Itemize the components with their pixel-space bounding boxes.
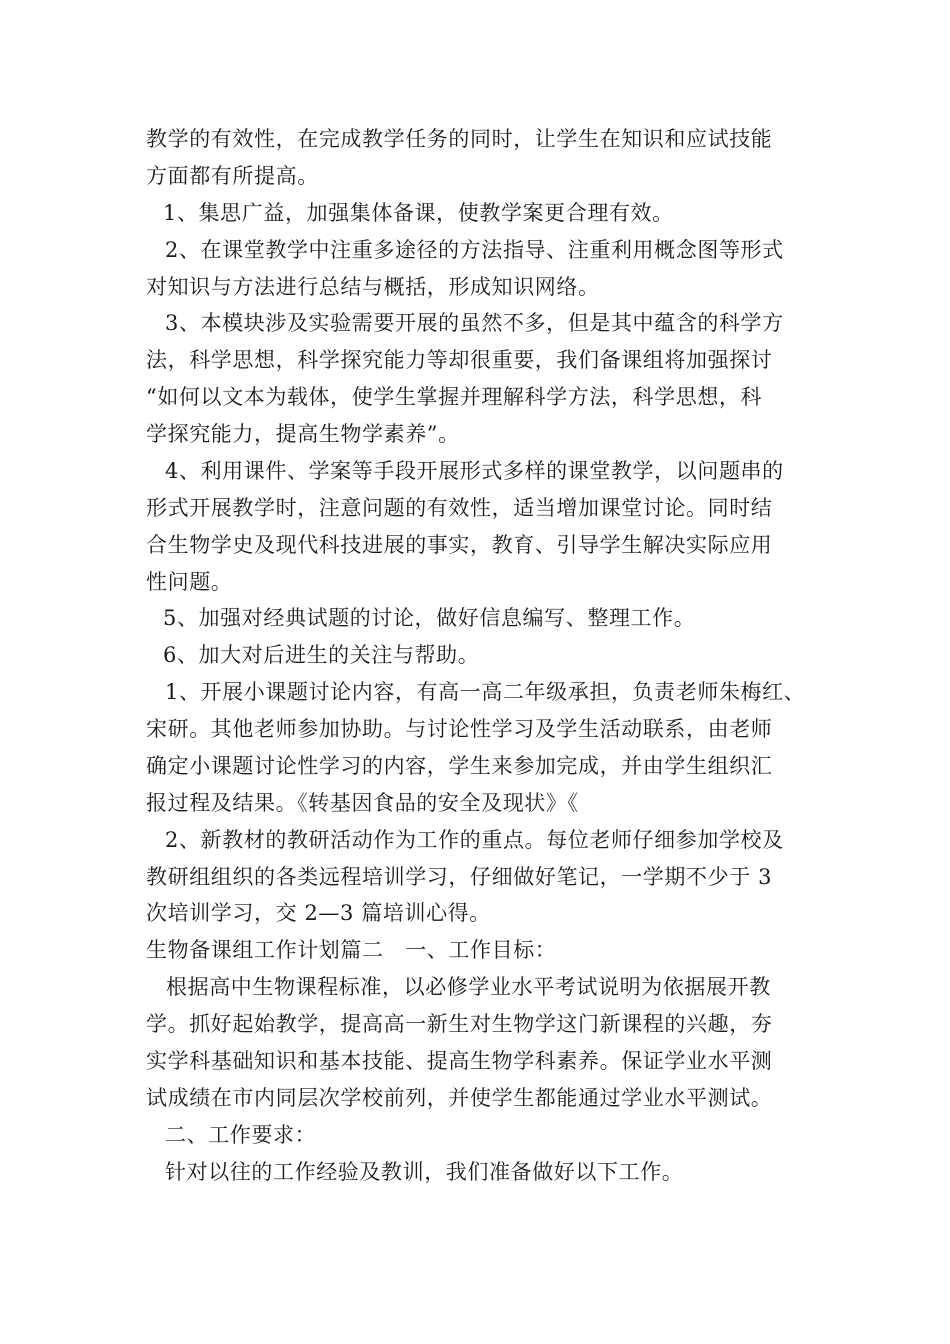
list-item-line: 1、开展小课题讨论内容，有高一高二年级承担，负责老师朱梅红、 xyxy=(165,680,806,704)
paragraph-line: 学。抓好起始教学，提高高一新生对生物学这门新课程的兴趣，夯 xyxy=(146,1012,773,1036)
list-item-line: 2、新教材的教研活动作为工作的重点。每位老师仔细参加学校及 xyxy=(165,828,784,852)
paragraph-line: “如何以文本为载体，使学生掌握并理解科学方法，科学思想，科 xyxy=(146,385,763,409)
paragraph-line: 宋研。其他老师参加协助。与讨论性学习及学生活动联系，由老师 xyxy=(146,717,773,741)
paragraph-line: 合生物学史及现代科技进展的事实，教育、引导学生解决实际应用 xyxy=(146,533,773,557)
paragraph-line: 形式开展教学时，注意问题的有效性，适当增加课堂讨论。同时结 xyxy=(146,496,773,520)
paragraph-line: 性问题。 xyxy=(146,570,233,594)
paragraph-line: 次培训学习，交 2—3 篇培训心得。 xyxy=(146,901,491,925)
paragraph-line: 根据高中生物课程标准，以必修学业水平考试说明为依据展开教 xyxy=(166,975,771,999)
list-item-line: 3、本模块涉及实验需要开展的虽然不多，但是其中蕴含的科学方 xyxy=(165,311,784,335)
section-heading: 二、工作要求： xyxy=(165,1123,317,1147)
paragraph-line: 针对以往的工作经验及教训，我们准备做好以下工作。 xyxy=(165,1160,684,1184)
paragraph-line: 报过程及结果。《转基因食品的安全及现状》《 xyxy=(146,791,579,815)
paragraph-line: 方面都有所提高。 xyxy=(146,164,319,188)
list-item-line: 6、加大对后进生的关注与帮助。 xyxy=(163,643,480,667)
paragraph-line: 学探究能力，提高生物学素养”。 xyxy=(146,422,460,446)
paragraph-line: 对知识与方法进行总结与概括，形成知识网络。 xyxy=(146,275,600,299)
paragraph-line: 教学的有效性，在完成教学任务的同时，让学生在知识和应试技能 xyxy=(146,127,773,151)
paragraph-line: 试成绩在市内同层次学校前列，并使学生都能通过学业水平测试。 xyxy=(146,1086,773,1110)
paragraph-line: 确定小课题讨论性学习的内容，学生来参加完成，并由学生组织汇 xyxy=(146,754,773,778)
list-item-line: 1、集思广益，加强集体备课，使教学案更合理有效。 xyxy=(163,201,674,225)
paragraph-line: 教研组组织的各类远程培训学习，仔细做好笔记，一学期不少于 3 xyxy=(146,865,773,889)
paragraph-line: 实学科基础知识和基本技能、提高生物学科素养。保证学业水平测 xyxy=(146,1049,773,1073)
list-item-line: 4、利用课件、学案等手段开展形式多样的课堂教学，以问题串的 xyxy=(165,459,784,483)
list-item-line: 5、加强对经典试题的讨论，做好信息编写、整理工作。 xyxy=(163,606,696,630)
paragraph-line: 法，科学思想，科学探究能力等却很重要，我们备课组将加强探讨 xyxy=(146,348,773,372)
section-heading: 生物备课组工作计划篇二 一、工作目标： xyxy=(146,938,557,962)
list-item-line: 2、在课堂教学中注重多途径的方法指导、注重利用概念图等形式 xyxy=(165,238,784,262)
